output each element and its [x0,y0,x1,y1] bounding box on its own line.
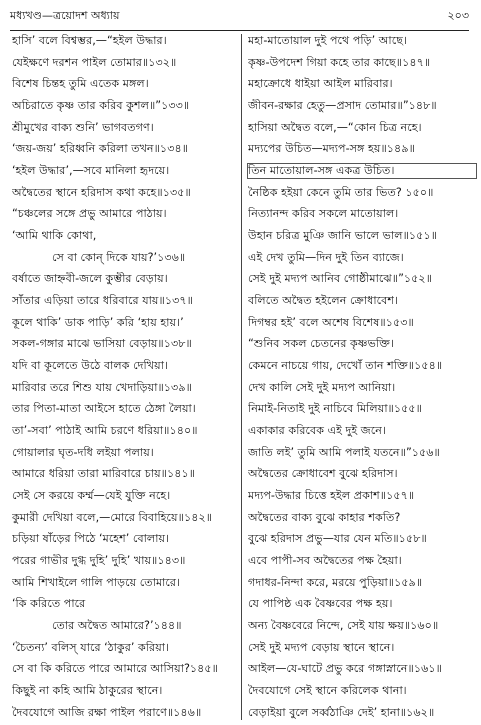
verse-line: অচিরাতে কৃষ্ণ তার করিব কুশল॥”১৩৩॥ [12,99,190,113]
verse-line: বেড়াইয়া বুলে সর্ব্বঠাঞি দেই’ হানা॥১৬২॥ [248,705,435,719]
verse-line: বুঝে হরিদাস প্রভু—যার যেন মতি॥১৫৮॥ [248,532,427,546]
verse-line: আমি শিখাইলে গালি পাড়য়ে তোমারে। [12,575,181,589]
left-column [12,34,240,720]
verse-line: দেখ কালি সেই দুই মদ্যপ আনিয়া। [248,380,396,394]
verse-line: কূলে থাকি’ ডাক পাড়ি’ করি ‘হায় হায়।’ [12,315,184,329]
verse-line: মহাক্রোধে ধাইয়া আইল মারিবার। [248,77,393,91]
verse-line: গদাধর-নিন্দা করে, মরয়ে পুড়িয়া॥১৫৯॥ [248,575,423,589]
verse-line: অন্য বৈষ্ণবেরে নিন্দে, সেই যায় ক্ষয়॥১৬০॥ [248,619,439,633]
verse-line: উহান চরিত্র মুঞি জানি ভালে ভাল॥১৫১॥ [248,229,438,243]
verse-line: ‘কি করিতে পারে [12,597,86,611]
verse-line: তা’-সবা’ পাঠাই আমি চরণে ধরিয়া॥১৪০॥ [12,424,198,438]
verse-line: “চঞ্চলের সঙ্গে প্রভু আমারে পাঠায়। [12,207,167,221]
verse-line: নিমাই-নিতাই দুই নাচিবে মিলিয়া॥১৫৫॥ [248,402,422,416]
verse-line: বিশেষ চিন্তহ তুমি এতেক মঙ্গল। [12,77,149,91]
verse-line: বলিতে অদ্বৈত হইলেন ক্রোধাবেশ। [248,294,398,308]
verse-line: কেমনে নাচয়ে গায়, দেখোঁ তান শক্তি॥১৫৪॥ [248,359,443,373]
page-number: ২০৩ [447,8,469,22]
verse-line: তার পিতা-মাতা আইসে হাতে ঠেঙ্গা লৈয়া। [12,402,196,416]
verse-line: নিত্যানন্দ করিব সকলে মাতোয়াল। [248,207,399,221]
verse-line: এই দেখ তুমি—দিন দুই তিন ব্যাজে। [248,250,404,264]
verse-line: দৈবযোগে সেই স্থানে করিলেক থানা। [248,684,407,698]
verse-line: সেই দুই মদ্যপ আনিব গোষ্ঠীমাঝে॥”১৫২॥ [248,272,433,286]
verse-line-boxed: তিন মাতোয়াল-সঙ্গ একত্র উচিত। [248,164,476,178]
verse-line: সাঁতার এড়িয়া তারে ধরিবারে যায়॥১৩৭॥ [12,294,193,308]
verse-line: কৃষ্ণ-উপদেশ গিয়া কহে তার কাছে॥১৪৭॥ [248,55,431,69]
verse-line: সেই দুই মদ্যপ বেড়ায় স্থানে স্থানে। [248,640,395,654]
header-rule [10,30,469,31]
verse-line: কুমারী দেখিয়া বলে,—মোরে বিবাহিয়ে॥১৪২॥ [12,510,213,524]
verse-line: মদ্যপের উচিত—মদ্যপ-সঙ্গ হয়॥১৪৯॥ [248,142,415,156]
verse-line: চড়িয়া ষাঁড়ের পিঠে ‘মহেশ’ বোলায়। [12,532,170,546]
verse-line: “শুনিব সকল চেতনের কৃষ্ণভক্তি। [248,337,395,351]
verse-line: একাকার করিবেক এই দুই জনে। [248,424,386,438]
verse-line: জাতি লই’ তুমি আমি পলাই যতনে॥”১৫৬॥ [248,445,440,459]
verse-line: মারিবার তরে শিশু যায় খেদাড়িয়া॥১৩৯॥ [12,380,192,394]
verse-line: সেই সে করয়ে কর্ম্ম—যেই যুক্তি নহে। [12,489,171,503]
verse-line: অদ্বৈতের ক্রোধাবেশ বুঝে হরিদাস। [248,467,398,481]
verse-line: কিছুই না কহি আমি ঠাকুরের স্থানে। [12,684,163,698]
verse-line: ‘চৈতন্য’ বলিস্ যারে ‘ঠাকুর’ করিয়া। [12,640,170,654]
verse-line: হাসি’ বলে বিশ্বম্ভর,—“হইল উদ্ধার। [12,34,167,47]
verse-line: সে বা কি করিতে পারে আমারে আসিয়া?১৪৫॥ [12,662,218,676]
verse-line: গোয়ালার ঘৃত-দধি লইয়া পলায়। [12,445,154,459]
verse-line: এবে পাপী-সব অদ্বৈতের পক্ষ হৈয়া। [248,554,402,568]
verse-line: বর্ষাতে জাহ্নবী-জলে কুম্ভীর বেড়ায়। [12,272,168,286]
verse-line: আইল—যে-ঘাটে প্রভু করে গঙ্গাস্নানে॥১৬১॥ [248,662,442,676]
verse-line: নৈষ্ঠিক হইয়া কেনে তুমি তার ভিত? ১৫০॥ [248,185,434,199]
verse-line: যে পাপিষ্ঠ এক বৈষ্ণবের পক্ষ হয়। [248,597,393,611]
verse-line: মহা-মাতোয়াল দুই পথে পড়ি’ আছে। [248,34,408,47]
verse-line: সে বা কোন্ দিকে যায়?’১৩৬॥ [52,250,186,264]
verse-line: যেইক্ষণে দরশন পাইল তোমার॥১৩২॥ [12,55,177,69]
verse-line: সকল-গঙ্গার মাঝে ভাসিয়া বেড়ায়॥১৩৮॥ [12,337,192,351]
verse-line: ‘জয়-জয়’ হরিধ্বনি করিলা তখন॥১৩৪॥ [12,142,189,156]
verse-line: মদ্যপ-উদ্ধার চিত্তে হইল প্রকাশ॥১৫৭॥ [248,489,415,503]
verse-line: পরের গাভীর দুগ্ধ দুহি’ দুহি’ খায়॥১৪৩॥ [12,554,186,568]
verse-line: দিগম্বর হই’ বলে অশেষ বিশেষ॥১৫৩॥ [248,315,414,329]
verse-line: হাসিয়া অদ্বৈত বলে,—“কোন চিত্র নহে। [248,120,422,134]
verse-line: দৈবযোগে আজি রক্ষা পাইল পরাণে॥১৪৬॥ [12,705,202,719]
verse-line: অদ্বৈতের স্থানে হরিদাস কথা কহে॥১৩৫॥ [12,185,191,199]
column-divider [241,34,242,720]
page-header [10,6,469,26]
right-column [248,34,476,720]
verse-line: ‘হইল উদ্ধার’,—সবে মানিলা হৃদয়ে। [12,164,170,178]
verse-line: ‘আমি থাকি কোথা, [12,229,97,243]
verse-line: যদি বা কূলেতে উঠে বালক দেখিয়া। [12,359,168,373]
running-title: মধ্যখণ্ড—ত্রয়োদশ অধ্যায় [10,8,120,22]
verse-line: অদ্বৈতের বাক্য বুঝে কাহার শকতি? [248,510,401,524]
verse-line: জীবন-রক্ষার হেতু—প্রসাদ তোমার॥”১৪৮॥ [248,99,437,113]
verse-line: তোর অদ্বৈত আমারে?’১৪৪॥ [52,619,182,633]
verse-line: আমারে ধরিয়া তারা মারিবারে চায়॥১৪১॥ [12,467,196,481]
verse-line: শ্রীমুখের বাক্য শুনি’ ভাগবতগণ। [12,120,154,134]
